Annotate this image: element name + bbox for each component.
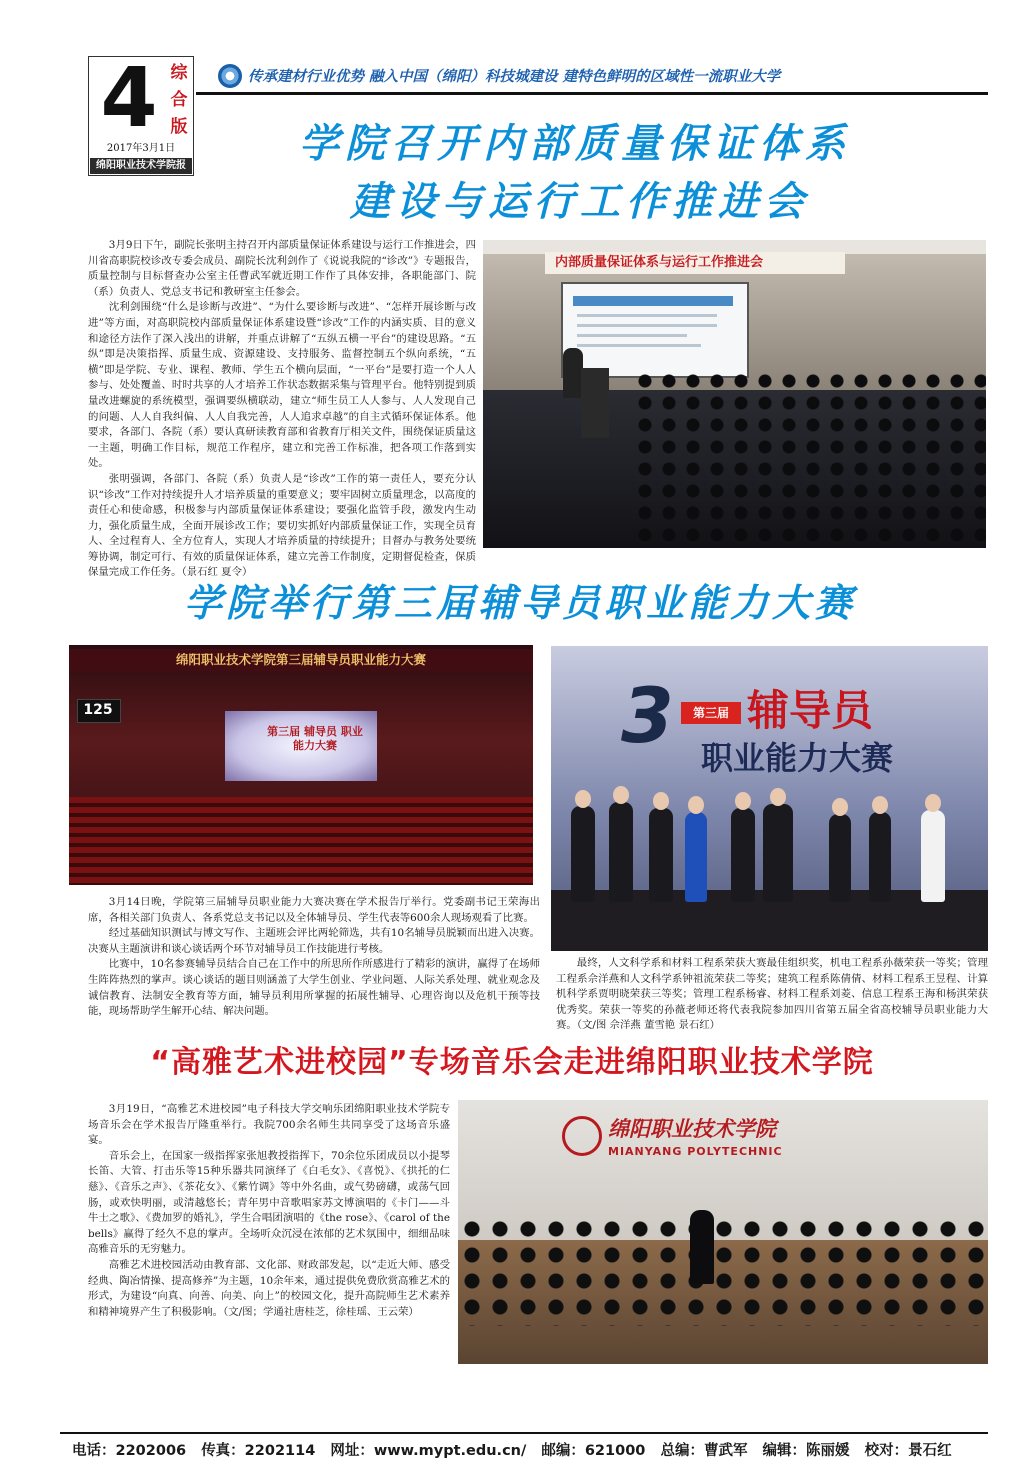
conductor-figure xyxy=(690,1210,714,1284)
auditorium-banner-text: 绵阳职业技术学院第三届辅导员职业能力大赛 xyxy=(175,652,426,667)
article3-title: “高雅艺术进校园”专场音乐会走进绵阳职业技术学院 xyxy=(150,1045,874,1080)
screen-line xyxy=(577,344,701,347)
third-session-numeral: 3 xyxy=(621,671,674,760)
stage-screen-text: 第三届 辅导员 职业能力大赛 xyxy=(267,725,363,752)
orchestra xyxy=(458,1216,988,1326)
concert-photo xyxy=(458,1100,988,1364)
screen-header xyxy=(573,296,733,306)
person-head xyxy=(872,796,888,814)
person-figure xyxy=(763,804,793,902)
article3-paragraph: 高雅艺术进校园活动由教育部、文化部、财政部发起，以“走近大师、感受经典、陶冶情操、提高修养”为主题，10余年来，通过提供免费欣赏高雅艺术的形式，为建设“向真、向善、向美、向上”的校园文化，提升高院师生艺术素养和精神境界产生了积极影响。（文/图；学通社唐桂芝，徐桂瑶、王云荣） xyxy=(88,1258,450,1318)
article2-paragraph: 比赛中，10名参赛辅导员结合自己在工作中的所思所作所感进行了精彩的演讲，赢得了在场师生阵阵热烈的掌声。谈心谈话的题目则涵盖了大学生创业、学业问题、人际关系处理、就业观念及诚信教育、法制安全教育等方面，辅导员利用所掌握的拓展性辅导、心理咨询以及危机干预等技能，现场帮助学生解开心结、解决问题。 xyxy=(88,958,540,1018)
winners-photo xyxy=(551,646,988,951)
podium xyxy=(581,368,609,438)
article2-paragraph: 最终，人文科学系和材料工程系荣获大赛最佳组织奖，机电工程系孙薇荣获一等奖；管理工程系佘洋燕和人文科学系钟祖流荣获二等奖；建筑工程系陈倩倩、材料工程系王昱程、计算机科学系贾明晓荣获三等奖；管理工程系杨睿、材料工程系刘菱、信息工程系王海和杨淇荣获优秀奖。荣获一等奖的孙薇老师还将代表我院参加四川省第五届全省高校辅导员职业能力大赛。（文/图 佘洋燕 董雪艳 景石红） xyxy=(556,957,988,1032)
person-figure xyxy=(571,806,595,902)
article1-title-line1: 学院召开内部质量保证体系 xyxy=(299,121,851,167)
college-emblem-icon xyxy=(562,1116,602,1156)
person-head xyxy=(832,798,848,816)
audience-heads xyxy=(633,370,986,548)
timer-value: 125 xyxy=(83,702,113,718)
paper-name: 绵阳职业技术学院报 xyxy=(90,158,192,174)
article1-title-line2: 建设与运行工作推进会 xyxy=(350,179,810,225)
person-head xyxy=(688,796,704,814)
article2-body-right xyxy=(556,956,988,1036)
article3-paragraph: 3月19日，“高雅艺术进校园”电子科技大学交响乐团绵阳职业技术学院专场音乐会在学术报告厅隆重举行。我院700余名师生共同享受了这场音乐盛宴。 xyxy=(88,1103,450,1147)
person-figure xyxy=(685,812,707,902)
stage-subtitle: 职业能力大赛 xyxy=(701,739,894,777)
person-head xyxy=(925,794,941,812)
footer-proofreader: 校对：景石红 xyxy=(864,1443,952,1459)
person-figure xyxy=(869,812,891,902)
screen-line xyxy=(577,324,717,327)
person-head xyxy=(613,786,629,804)
page-number: 4 xyxy=(100,51,158,146)
person-head xyxy=(575,790,591,808)
footer-chief-editor: 总编：曹武军 xyxy=(660,1443,748,1459)
college-name-chinese: 绵阳职业技术学院 xyxy=(608,1116,776,1141)
person-figure xyxy=(829,814,851,902)
footer-postcode: 邮编：621000 xyxy=(541,1443,646,1459)
section-label: 综合版 xyxy=(170,63,188,137)
article2-paragraph: 经过基础知识测试与博文写作、主题班会评比两轮筛选，共有10名辅导员脱颖而出进入决赛。决赛从主题演讲和谈心谈话两个环节对辅导员工作技能进行考核。 xyxy=(88,927,540,955)
article1-body xyxy=(88,238,476,579)
article3-paragraph: 音乐会上，在国家一级指挥家张旭教授指挥下，70余位乐团成员以小提琴长笛、大管、打击乐等15种乐器共同演绎了《白毛女》、《喜悦》、《拱托的仁慈》、《音乐之声》、《茶花女》、《紫竹调》等中外名曲，或气势磅礴，或荡气回肠，或欢快明丽，或清越悠长；青年男中音歌唱家苏文博演唱的《卡门——斗牛士之歌》、《费加罗的婚礼》，学生合唱团演唱的《the rose》、《carol of the bells》赢得了经久不息的掌声。全场听众沉浸在浓郁的艺术氛围中，细细品味高雅音乐的无穷魅力。 xyxy=(88,1149,450,1256)
footer-website: 网址：www.mypt.edu.cn/ xyxy=(330,1443,527,1459)
motto: 传承建材行业优势 融入中国（绵阳）科技城建设 建特色鲜明的区域性一流职业大学 xyxy=(248,69,781,85)
person-head xyxy=(735,792,751,810)
screen-line xyxy=(577,334,687,337)
article2-title: 学院举行第三届辅导员职业能力大赛 xyxy=(183,581,856,625)
footer-editor: 编辑：陈丽媛 xyxy=(762,1443,850,1459)
auditorium-seats xyxy=(69,797,533,885)
person-figure xyxy=(649,808,673,902)
college-name-english: MIANYANG POLYTECHNIC xyxy=(608,1145,783,1158)
person-figure xyxy=(609,802,633,902)
issue-date: 2017年3月1日 xyxy=(106,143,176,154)
meeting-photo xyxy=(483,240,986,548)
speaker-figure xyxy=(563,348,583,398)
article2-paragraph: 3月14日晚，学院第三届辅导员职业能力大赛决赛在学术报告厅举行。党委副书记王荣海出席，各相关部门负责人、各系党总支书记以及全体辅导员、学生代表等600余人现场观看了比赛。 xyxy=(88,896,540,924)
screen-line xyxy=(577,314,717,317)
person-head xyxy=(770,788,786,806)
stage-title: 辅导员 xyxy=(747,686,874,735)
footer-rule xyxy=(60,1432,988,1434)
stage-tag: 第三届 xyxy=(681,702,741,724)
footer-fax: 传真：2202114 xyxy=(201,1443,316,1459)
header-rule xyxy=(196,92,988,95)
person-figure xyxy=(731,808,755,902)
school-logo-icon xyxy=(218,64,242,88)
footer-info xyxy=(72,1438,988,1464)
meeting-banner-text: 内部质量保证体系与运行工作推进会 xyxy=(555,255,764,270)
article3-body xyxy=(88,1102,450,1362)
auditorium-photo xyxy=(69,645,533,885)
article2-body-left xyxy=(88,895,540,1025)
person-head xyxy=(653,792,669,810)
person-figure xyxy=(921,810,945,902)
article1-paragraph: 3月9日下午，副院长张明主持召开内部质量保证体系建设与运行工作推进会，四川省高职院校诊改专委会成员、副院长沈利剑作了《说说我院的“诊改”》专题报告，质量控制与目标督查办公室主任曹武军就近期工作作了具体安排，各职能部门、院（系）负责人、党总支书记和教研室主任参会。 xyxy=(88,239,476,298)
footer-phone: 电话：2202006 xyxy=(72,1443,187,1459)
article1-paragraph: 沈利剑围绕“什么是诊断与改进”、“为什么要诊断与改进”、“怎样开展诊断与改进”等方面，对高职院校内部质量保证体系建设暨“诊改”工作的内涵实质、目的意义和途径方法作了深入浅出的讲解，并重点讲解了“五纵五横一平台”的建设思路。“五纵”即是决策指挥、质量生成、资源建设、支持服务、监督控制五个纵向系统，“五横”即是学院、专业、课程、教师、学生五个横向层面，“一平台”是要打造一个人人参与、处处覆盖、时时共享的人才培养工作状态数据采集与管理平台。他特别提到质量改进螺旋的系统模型，强调要纵横联动，建立“师生员工人人参与、人人发现自己的问题、人人自我纠偏、人人自我完善，人人追求卓越”的自主式循环保证体系。他要求，各部门、各院（系）要认真研读教育部和省教育厅相关文件，围绕保证质量这一主题，明确工作目标，规范工作程序，建立和完善工作标准，把各项工作落到实处。 xyxy=(88,301,476,470)
article1-paragraph: 张明强调，各部门、各院（系）负责人是“诊改”工作的第一责任人，要充分认识“诊改”工作对持续提升人才培养质量的重要意义；要牢固树立质量理念，以高度的责任心和使命感，积极参与内部质量保证体系建设；要强化监管手段，激发内生动力，强化质量生成，全面开展诊改工作；要切实抓好内部质量保证工作，实现全员育人、全过程育人、全方位育人，实现人才培养质量的持续提升；目督办与教务处要统筹协调，制定可行、有效的质量保证体系，建立完善工作制度，定期督促检查，保质保量完成工作任务。（景石红 夏令） xyxy=(88,472,476,579)
